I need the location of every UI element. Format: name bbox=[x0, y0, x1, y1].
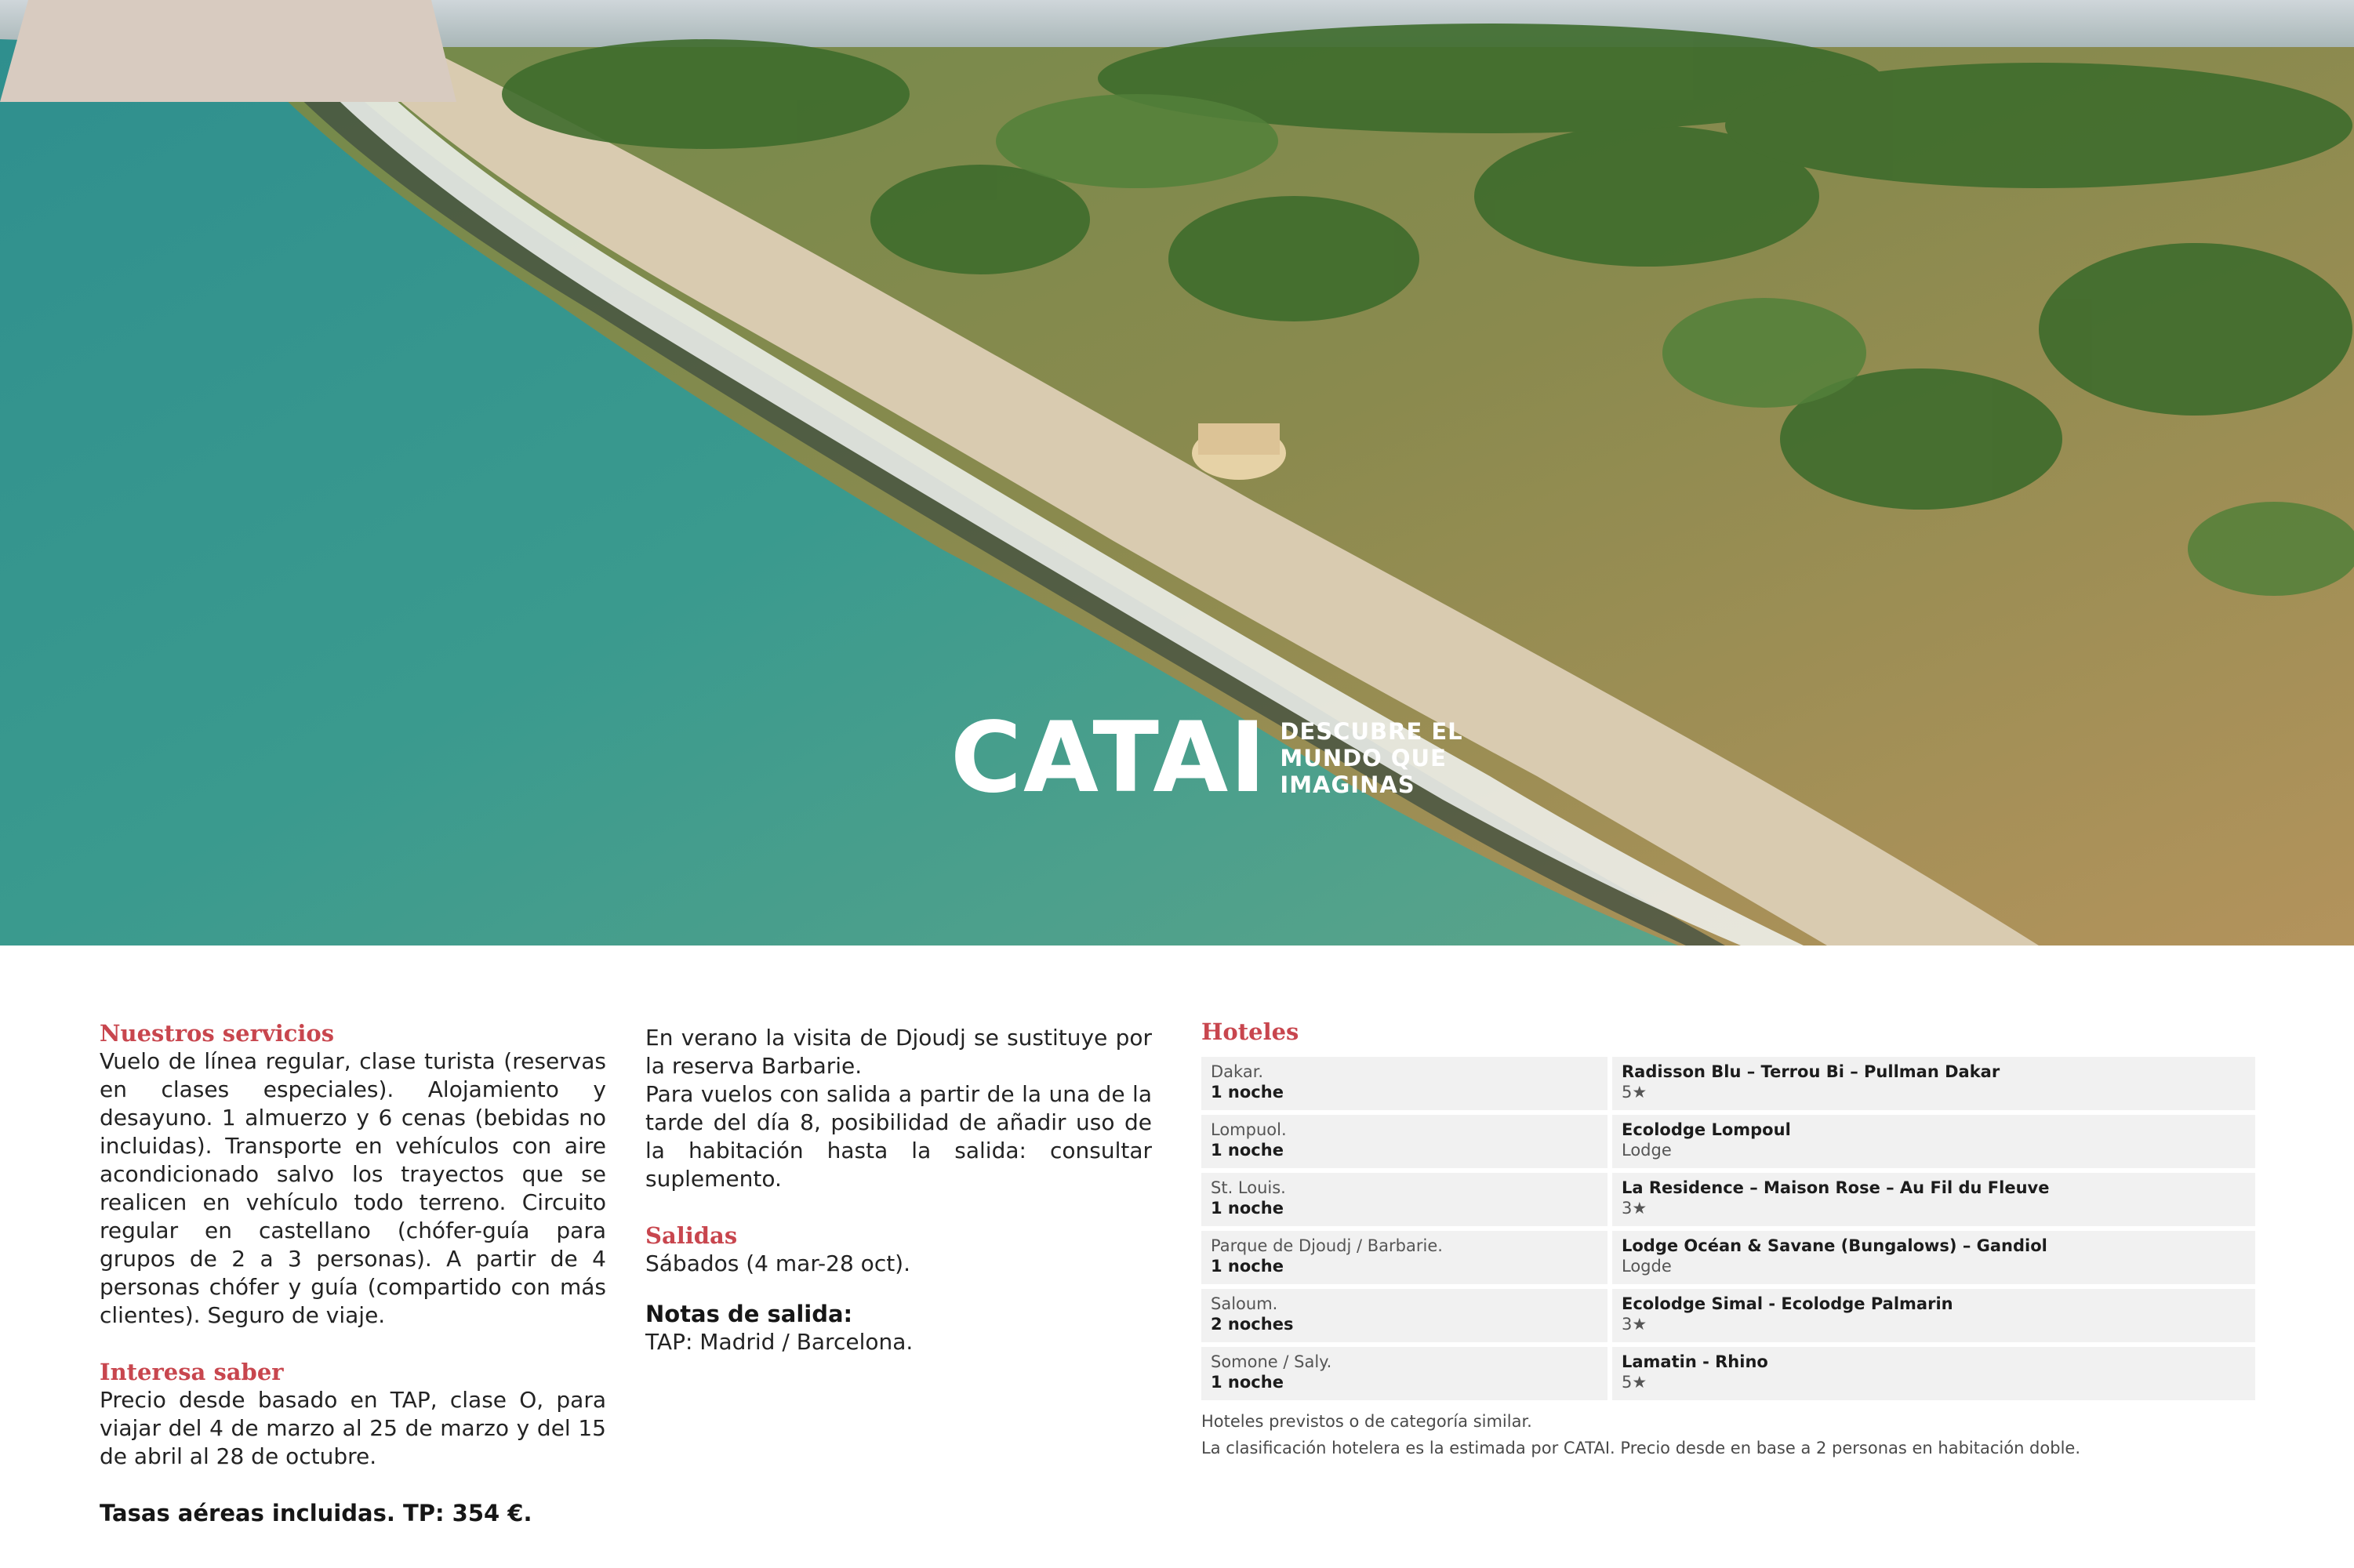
hotel-name: Ecolodge Simal - Ecolodge Palmarin bbox=[1622, 1294, 1953, 1313]
place-name: Lompuol. bbox=[1211, 1120, 1287, 1139]
summer-note: En verano la visita de Djoudj se sustituye por la reserva Barbarie. bbox=[645, 1025, 1152, 1079]
hotel-category: 5★ bbox=[1622, 1083, 1647, 1102]
flights-note: Para vuelos con salida a partir de la una de la tarde del día 8, posibilidad de añadir uso de la habitación hasta la salida: consultar suplemento. bbox=[645, 1081, 1152, 1192]
table-row bbox=[1201, 1173, 2255, 1226]
logo-tagline bbox=[1280, 718, 1462, 798]
hotel-cell bbox=[1612, 1347, 2255, 1400]
departures-heading: Salidas bbox=[645, 1222, 738, 1249]
hotel-category: 5★ bbox=[1622, 1373, 1647, 1392]
tagline-line: IMAGINAS bbox=[1280, 771, 1415, 798]
catai-logo bbox=[950, 702, 1463, 815]
interest-text: Precio desde basado en TAP, clase O, para viajar del 4 de marzo al 25 de marzo y del 15 de abril al 28 de octubre. bbox=[100, 1387, 606, 1469]
hotel-cell bbox=[1612, 1231, 2255, 1284]
taxes-text: Tasas aéreas incluidas. TP: 354 €. bbox=[100, 1500, 532, 1526]
hotel-cell bbox=[1612, 1057, 2255, 1110]
hotel-category: Logde bbox=[1622, 1257, 1672, 1276]
nights-count: 1 noche bbox=[1211, 1199, 1284, 1218]
nights-count: 1 noche bbox=[1211, 1141, 1284, 1160]
tagline-line: DESCUBRE EL bbox=[1280, 718, 1463, 745]
hotel-name: Lodge Océan & Savane (Bungalows) – Gandiol bbox=[1622, 1236, 2047, 1255]
services-heading: Nuestros servicios bbox=[100, 1020, 335, 1047]
hotel-name: Radisson Blu – Terrou Bi – Pullman Dakar bbox=[1622, 1062, 2000, 1081]
nights-count: 1 noche bbox=[1211, 1373, 1284, 1392]
hotel-category: Lodge bbox=[1622, 1141, 1672, 1160]
services-column bbox=[100, 1019, 606, 1527]
place-cell bbox=[1201, 1057, 1607, 1110]
place-name: Somone / Saly. bbox=[1211, 1352, 1332, 1371]
hotel-note-similar: Hoteles previstos o de categoría similar. bbox=[1201, 1412, 1532, 1431]
place-cell bbox=[1201, 1347, 1607, 1400]
hotel-name: La Residence – Maison Rose – Au Fil du Fleuve bbox=[1622, 1178, 2050, 1197]
tagline-line: MUNDO QUE bbox=[1280, 745, 1447, 771]
place-cell bbox=[1201, 1173, 1607, 1226]
place-cell bbox=[1201, 1289, 1607, 1342]
hotel-cell bbox=[1612, 1115, 2255, 1168]
hotel-note-classification: La clasificación hotelera es la estimada por CATAI. Precio desde en base a 2 personas en habitación doble. bbox=[1201, 1439, 2080, 1457]
place-name: Dakar. bbox=[1211, 1062, 1264, 1081]
departures-text: Sábados (4 mar-28 oct). bbox=[645, 1250, 911, 1276]
nights-count: 1 noche bbox=[1211, 1257, 1284, 1276]
hotel-category: 3★ bbox=[1622, 1315, 1647, 1334]
logo-wordmark: CATAI bbox=[950, 702, 1268, 815]
hotel-category: 3★ bbox=[1622, 1199, 1647, 1218]
nights-count: 2 noches bbox=[1211, 1315, 1294, 1334]
hotel-name: Ecolodge Lompoul bbox=[1622, 1120, 1791, 1139]
place-name: Parque de Djoudj / Barbarie. bbox=[1211, 1236, 1443, 1255]
table-row bbox=[1201, 1057, 2255, 1110]
hotels-table bbox=[1201, 1057, 2255, 1400]
info-column bbox=[645, 1024, 1152, 1356]
table-row bbox=[1201, 1115, 2255, 1168]
departure-notes-text: TAP: Madrid / Barcelona. bbox=[645, 1329, 914, 1355]
departure-notes-heading: Notas de salida: bbox=[645, 1301, 853, 1327]
interest-heading: Interesa saber bbox=[100, 1359, 284, 1385]
hotel-name: Lamatin - Rhino bbox=[1622, 1352, 1768, 1371]
tab-decoration bbox=[0, 0, 456, 102]
hotel-notes bbox=[1201, 1408, 2255, 1461]
services-text: Vuelo de línea regular, clase turista (reservas en clases especiales). Alojamiento y desayuno. 1 almuerzo y 6 cenas (bebidas no incluidas). Transporte en vehículos con aire acondicionado salvo los trayectos que se realicen en vehículo todo terreno. Circuito regular en castellano (chófer-guía para grupos de 2 a 3 personas). A partir de 4 personas chófer y guía (compartido con más clientes). Seguro de viaje. bbox=[100, 1048, 606, 1328]
hotels-heading: Hoteles bbox=[1201, 1018, 1299, 1045]
table-row bbox=[1201, 1289, 2255, 1342]
hotel-cell bbox=[1612, 1173, 2255, 1226]
table-row bbox=[1201, 1347, 2255, 1400]
place-name: Saloum. bbox=[1211, 1294, 1278, 1313]
table-row bbox=[1201, 1231, 2255, 1284]
hotel-cell bbox=[1612, 1289, 2255, 1342]
place-cell bbox=[1201, 1115, 1607, 1168]
nights-count: 1 noche bbox=[1211, 1083, 1284, 1102]
place-name: St. Louis. bbox=[1211, 1178, 1286, 1197]
hotels-section bbox=[1201, 1018, 2255, 1461]
place-cell bbox=[1201, 1231, 1607, 1284]
